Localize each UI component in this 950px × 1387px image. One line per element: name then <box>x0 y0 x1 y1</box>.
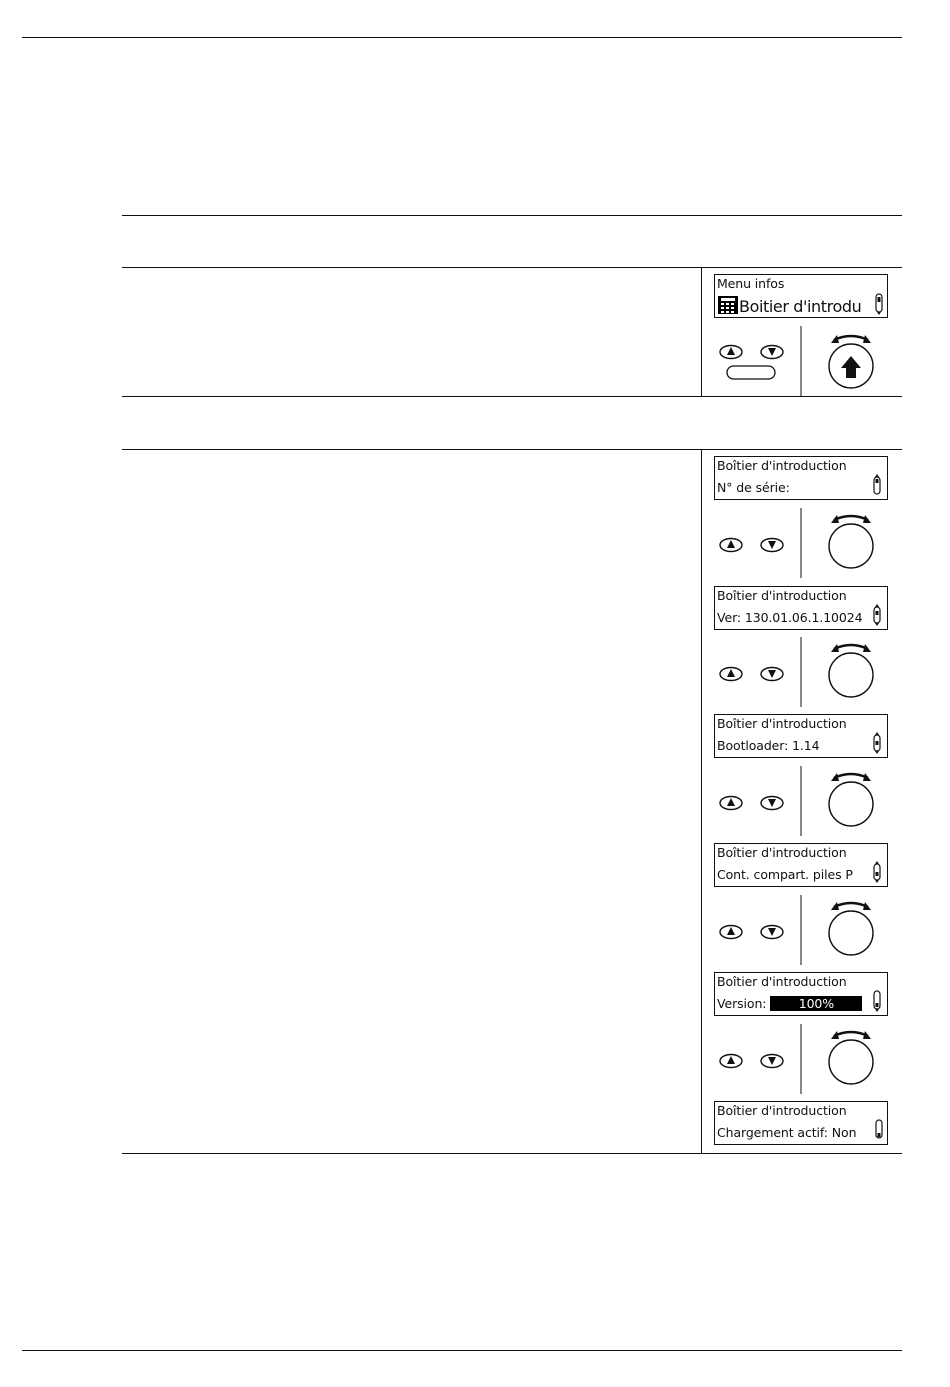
lcd-screen-battery-compartment <box>714 843 888 887</box>
oval-key-button[interactable] <box>727 366 775 379</box>
down-key-icon[interactable] <box>761 668 783 681</box>
controls-5 <box>714 1024 888 1094</box>
up-key-icon[interactable] <box>720 668 742 681</box>
lcd-screen-loading-active <box>714 1101 888 1145</box>
rotary-knob-icon[interactable] <box>829 1031 873 1084</box>
controls-4 <box>714 895 888 965</box>
page-bottom-rule <box>22 1350 902 1351</box>
version-progress-value: 100% <box>770 996 862 1011</box>
scrollbar-icon <box>873 861 881 883</box>
lcd-line-1: Boîtier d'introduction <box>717 974 847 989</box>
lcd-line-2 <box>717 996 862 1011</box>
section-rule-5 <box>122 1153 902 1154</box>
rotary-knob-icon[interactable] <box>829 515 873 568</box>
up-key-icon[interactable] <box>720 539 742 552</box>
version-label: Version: <box>717 996 767 1011</box>
lcd-line-2 <box>717 296 861 316</box>
lcd-line-2: Ver: 130.01.06.1.10024 <box>717 610 863 625</box>
lcd-line-2: N° de série: <box>717 480 790 495</box>
rotary-knob-icon[interactable] <box>829 773 873 826</box>
lcd-line-2: Chargement actif: Non <box>717 1125 857 1140</box>
up-key-icon[interactable] <box>720 1055 742 1068</box>
lcd-line-1: Boîtier d'introduction <box>717 845 847 860</box>
down-key-icon[interactable] <box>761 539 783 552</box>
scrollbar-icon <box>873 604 881 626</box>
down-key-icon[interactable] <box>761 797 783 810</box>
section-rule-4 <box>122 449 902 450</box>
down-key-icon[interactable] <box>761 1055 783 1068</box>
down-key-icon[interactable] <box>761 346 783 359</box>
lcd-line-1: Boîtier d'introduction <box>717 1103 847 1118</box>
keypad-icon <box>717 296 739 314</box>
lcd-line-1: Boîtier d'introduction <box>717 588 847 603</box>
lcd-line-1: Boîtier d'introduction <box>717 458 847 473</box>
scrollbar-icon <box>873 474 881 496</box>
scrollbar-icon <box>875 1119 883 1141</box>
lcd-line-2-text: Boitier d'introdu <box>739 297 862 316</box>
down-key-icon[interactable] <box>761 926 783 939</box>
lcd-line-1: Boîtier d'introduction <box>717 716 847 731</box>
column-divider-2 <box>701 449 702 1153</box>
lcd-line-2: Bootloader: 1.14 <box>717 738 820 753</box>
column-divider-1 <box>701 267 702 396</box>
section-rule-2 <box>122 267 902 268</box>
rotary-knob-push-icon[interactable] <box>829 335 873 388</box>
rotary-knob-icon[interactable] <box>829 644 873 697</box>
lcd-screen-version <box>714 586 888 630</box>
lcd-screen-menu-infos <box>714 274 888 318</box>
lcd-screen-bootloader <box>714 714 888 758</box>
page-top-rule <box>22 37 902 38</box>
rotary-knob-icon[interactable] <box>829 902 873 955</box>
lcd-line-1: Menu infos <box>717 276 785 291</box>
controls-3 <box>714 766 888 836</box>
scrollbar-icon <box>873 732 881 754</box>
up-key-icon[interactable] <box>720 926 742 939</box>
controls-1 <box>714 508 888 578</box>
scrollbar-icon <box>875 293 883 315</box>
scrollbar-icon <box>873 990 881 1012</box>
lcd-screen-serial <box>714 456 888 500</box>
lcd-screen-version-progress <box>714 972 888 1016</box>
up-key-icon[interactable] <box>720 346 742 359</box>
lcd-line-2: Cont. compart. piles P <box>717 867 853 882</box>
up-key-icon[interactable] <box>720 797 742 810</box>
section-rule-1 <box>122 215 902 216</box>
section-rule-3 <box>122 396 902 397</box>
controls-2 <box>714 637 888 707</box>
controls-menu-infos <box>714 326 888 396</box>
